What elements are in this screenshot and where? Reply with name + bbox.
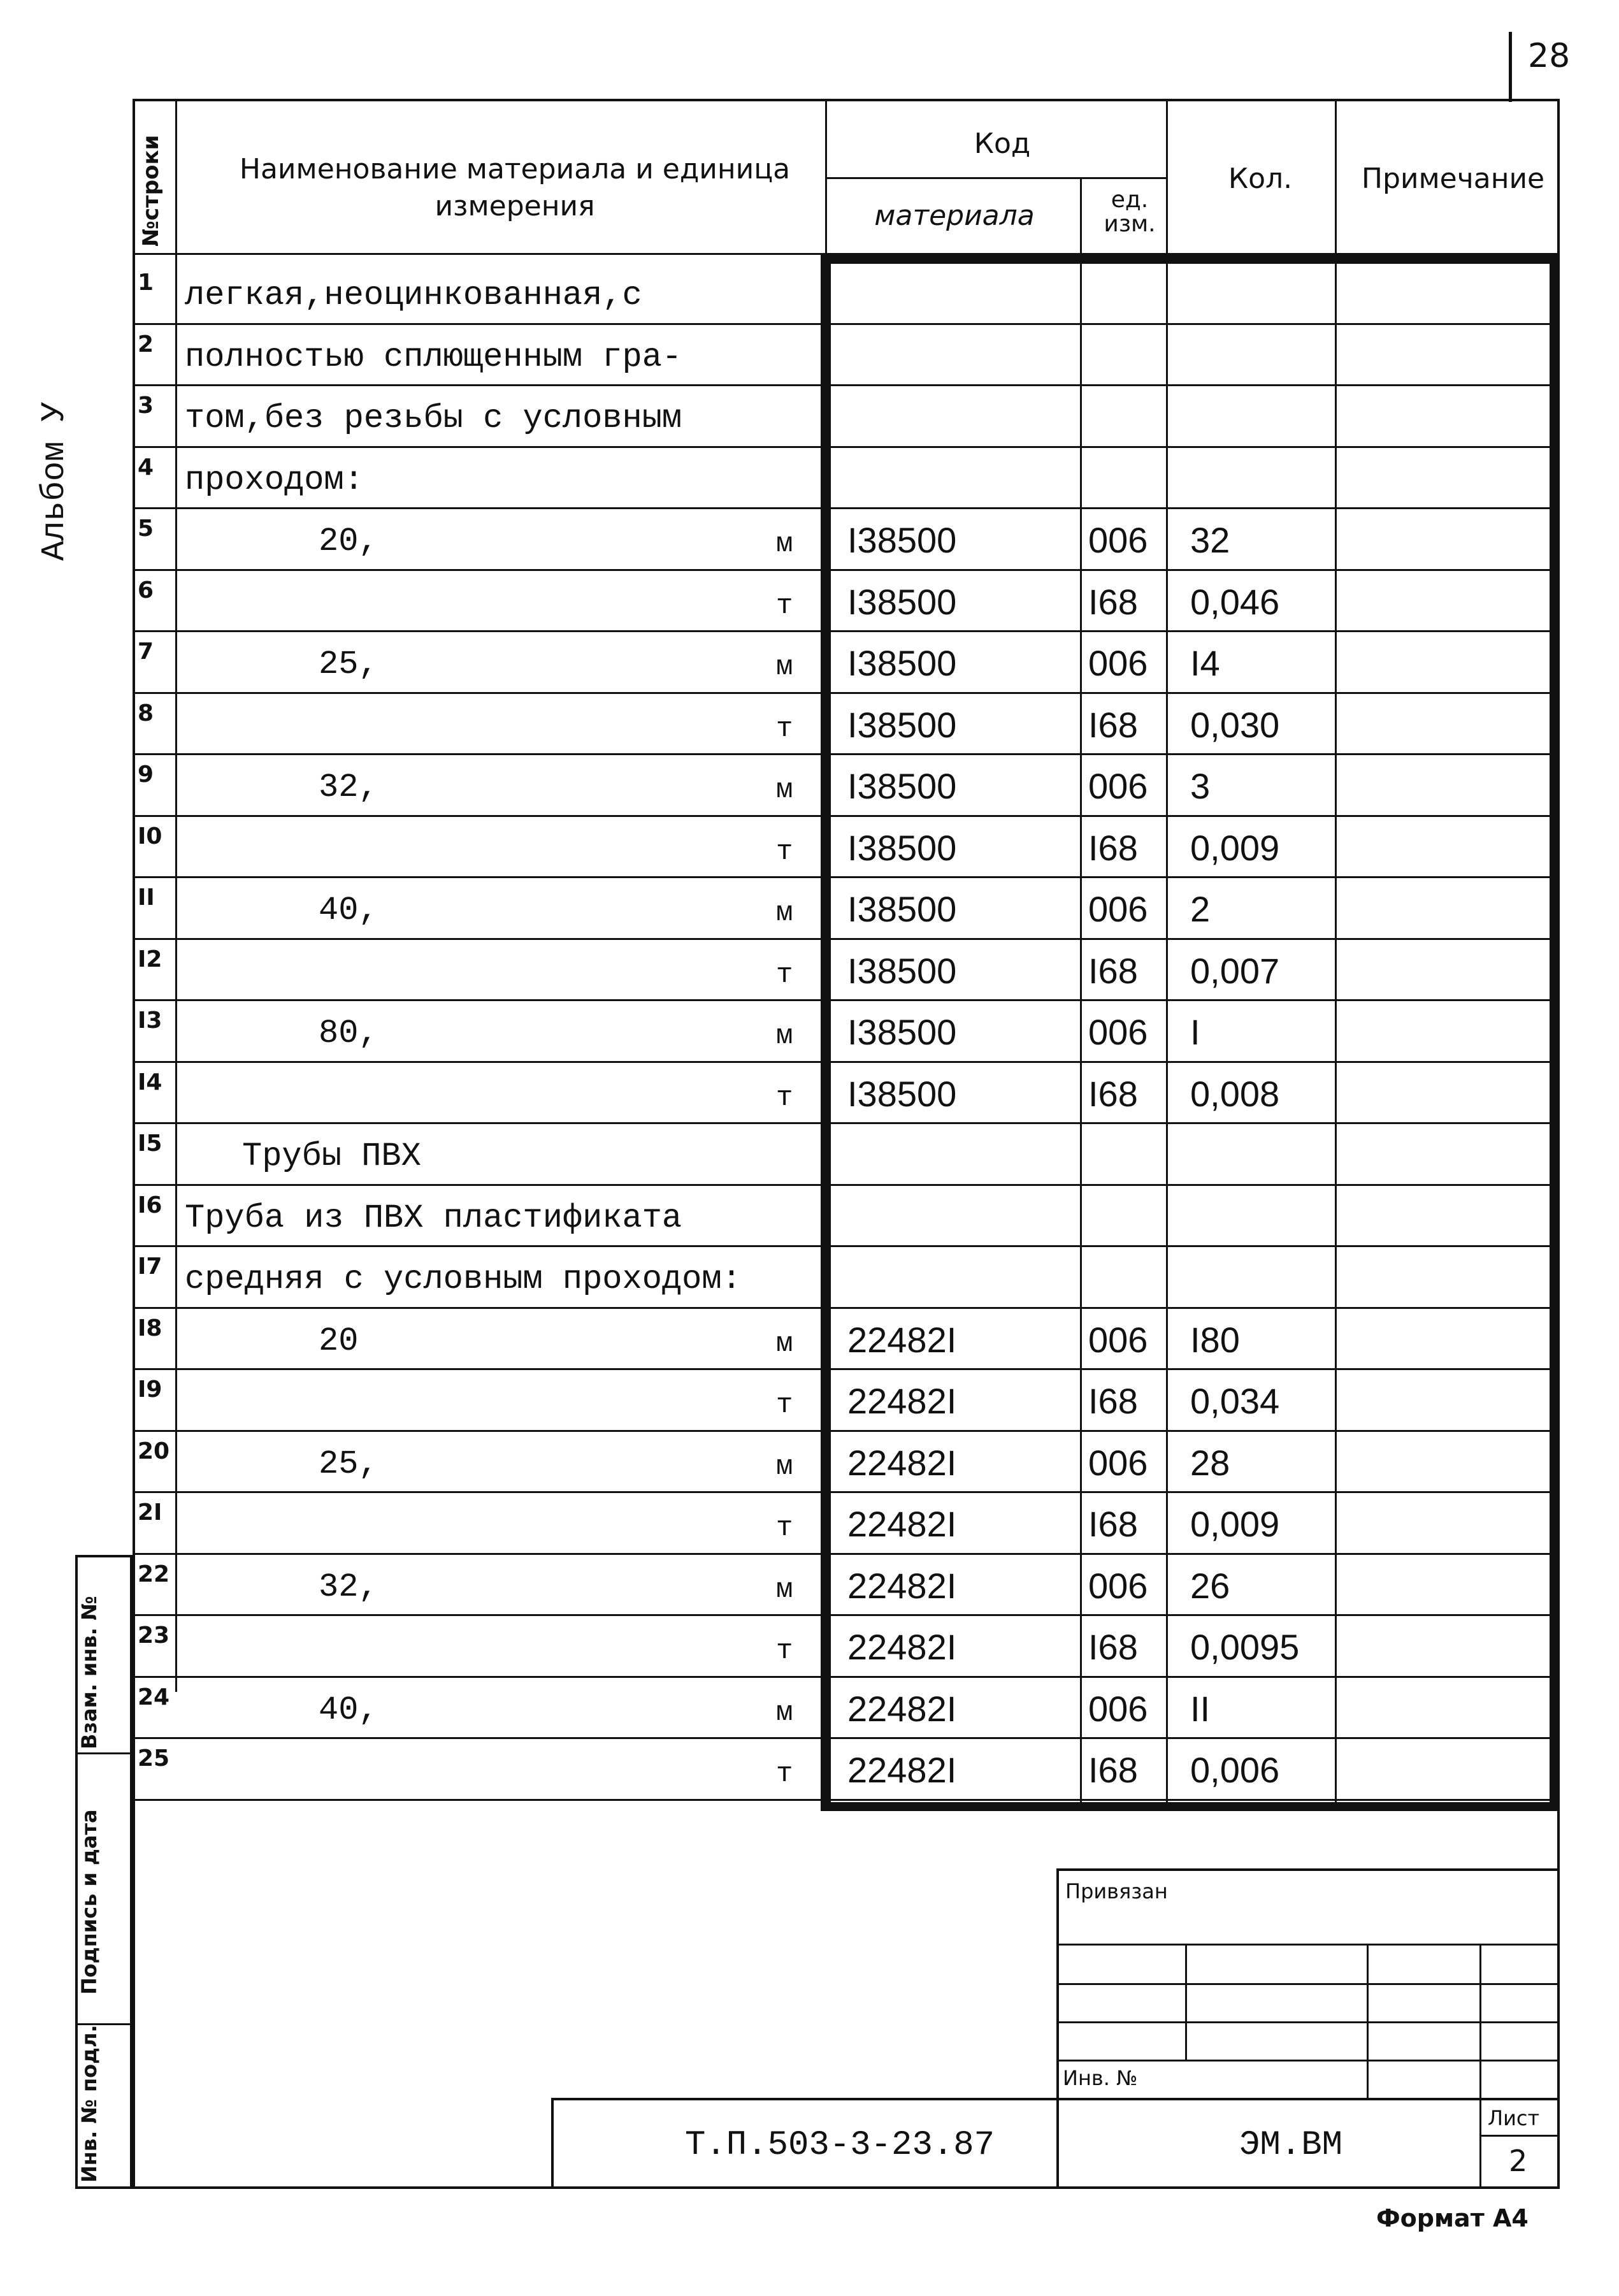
row-unit: т — [776, 1082, 793, 1114]
row-number: 20 — [138, 1438, 170, 1464]
row-number: I8 — [138, 1315, 162, 1341]
side-stamp-vzam: Взам. инв. № — [77, 1596, 101, 1749]
title-line-1 — [1056, 1944, 1560, 1946]
title-sheet-line — [1479, 2135, 1560, 2137]
table-row — [133, 755, 1560, 816]
row-unit: т — [776, 959, 793, 991]
title-doc-mark: ЭМ.ВМ — [1239, 2126, 1343, 2165]
table-row — [133, 263, 1560, 324]
row-unit-code: I68 — [1088, 1504, 1138, 1544]
row-qty: 0,009 — [1190, 828, 1280, 868]
row-name: 25, — [319, 1445, 378, 1483]
row-material-code: I38500 — [847, 520, 957, 560]
title-sheet-number: 2 — [1509, 2144, 1528, 2178]
table-row — [133, 1677, 1560, 1739]
row-unit: м — [776, 1020, 793, 1052]
row-number: 22 — [138, 1561, 170, 1587]
row-name: проходом: — [185, 461, 364, 499]
row-number: I7 — [138, 1253, 162, 1280]
row-name: 40, — [319, 1691, 378, 1729]
row-number: 6 — [138, 577, 154, 603]
row-material-code: 22482I — [847, 1320, 957, 1360]
row-name: 32, — [319, 769, 378, 806]
row-number: 7 — [138, 639, 154, 665]
row-name: Трубы ПВХ — [242, 1137, 421, 1175]
row-qty: 28 — [1190, 1443, 1230, 1483]
header-v-code — [825, 99, 827, 255]
table-row — [133, 1123, 1560, 1185]
table-row — [133, 1738, 1560, 1800]
row-number: 4 — [138, 454, 154, 480]
table-row — [133, 877, 1560, 939]
row-unit-code: I68 — [1088, 828, 1138, 868]
format-label: Формат А4 — [1376, 2204, 1529, 2232]
row-unit: м — [776, 1451, 793, 1483]
row-qty: 0,046 — [1190, 582, 1280, 622]
header-v-note — [1335, 99, 1337, 255]
row-number: 1 — [138, 270, 154, 296]
row-qty: 3 — [1190, 766, 1211, 806]
row-material-code: I38500 — [847, 828, 957, 868]
table-row — [133, 570, 1560, 632]
row-name: 20, — [319, 523, 378, 560]
row-material-code: 22482I — [847, 1443, 957, 1483]
row-unit: т — [776, 1389, 793, 1421]
table-row — [133, 1369, 1560, 1431]
header-qty: Кол. — [1228, 162, 1293, 195]
row-unit-code: 006 — [1088, 1566, 1148, 1606]
row-number: II — [138, 884, 155, 911]
row-name: 20 — [319, 1322, 359, 1360]
side-stamp-podpis: Подпись и дата — [77, 1809, 101, 1995]
row-unit-code: I68 — [1088, 951, 1138, 991]
row-number: I9 — [138, 1376, 162, 1403]
row-material-code: I38500 — [847, 643, 957, 683]
row-unit-code: 006 — [1088, 889, 1148, 929]
title-line-4 — [1056, 2060, 1560, 2061]
title-sheet-label: Лист — [1488, 2106, 1540, 2130]
table-row — [133, 693, 1560, 755]
row-unit-code: I68 — [1088, 1627, 1138, 1667]
row-qty: 26 — [1190, 1566, 1230, 1606]
page-number-divider — [1509, 32, 1512, 102]
row-name: том,без резьбы с условным — [185, 400, 682, 437]
row-qty: 0,030 — [1190, 705, 1280, 745]
row-material-code: I38500 — [847, 951, 957, 991]
header-note: Примечание — [1361, 162, 1545, 195]
title-doc-code: Т.П.503-3-23.87 — [685, 2126, 995, 2165]
row-number: I5 — [138, 1130, 162, 1157]
row-number: 25 — [138, 1745, 170, 1772]
row-number: 2 — [138, 331, 154, 357]
row-qty: 32 — [1190, 520, 1230, 560]
row-name: 25, — [319, 646, 378, 683]
row-material-code: I38500 — [847, 705, 957, 745]
header-v-ucode — [1080, 177, 1082, 255]
row-unit-code: 006 — [1088, 1320, 1148, 1360]
title-privyazan: Привязан — [1065, 1879, 1168, 1903]
row-qty: 0,034 — [1190, 1381, 1280, 1421]
row-unit-code: I68 — [1088, 1381, 1138, 1421]
table-row — [133, 324, 1560, 386]
row-unit-code: I68 — [1088, 1074, 1138, 1114]
side-stamp-inv-podl: Инв. № подл. — [77, 2025, 101, 2183]
row-material-code: I38500 — [847, 766, 957, 806]
row-material-code: 22482I — [847, 1627, 957, 1667]
row-unit: м — [776, 528, 793, 560]
row-unit: м — [776, 897, 793, 929]
table-row — [133, 632, 1560, 693]
table-row — [133, 1615, 1560, 1677]
row-number: I2 — [138, 946, 162, 972]
thick-bottom-frame — [821, 1802, 1560, 1811]
table-row — [133, 1554, 1560, 1616]
table-row — [133, 447, 1560, 509]
row-qty: 2 — [1190, 889, 1211, 929]
row-material-code: 22482I — [847, 1566, 957, 1606]
row-material-code: 22482I — [847, 1689, 957, 1729]
row-qty: 0,008 — [1190, 1074, 1280, 1114]
table-row — [133, 1185, 1560, 1247]
row-name: Труба из ПВХ пластификата — [185, 1199, 682, 1237]
title-v-1 — [1185, 1944, 1187, 2060]
row-material-code: I38500 — [847, 1074, 957, 1114]
table-row — [133, 1492, 1560, 1554]
table-row — [133, 386, 1560, 447]
row-unit-code: 006 — [1088, 1012, 1148, 1052]
table-row — [133, 1246, 1560, 1308]
row-number: I3 — [138, 1007, 162, 1034]
header-row-number: №строки — [138, 134, 164, 247]
row-number: 8 — [138, 700, 154, 726]
row-unit-code: I68 — [1088, 1750, 1138, 1790]
row-unit: м — [776, 1697, 793, 1729]
row-number: I4 — [138, 1069, 162, 1095]
row-name: 80, — [319, 1014, 378, 1052]
row-qty: 0,0095 — [1190, 1627, 1300, 1667]
row-name: 32, — [319, 1568, 378, 1606]
row-name: полностью сплющенным гра- — [185, 338, 682, 376]
header-rowno-cell — [133, 99, 177, 255]
row-unit: т — [776, 1758, 793, 1790]
row-material-code: 22482I — [847, 1504, 957, 1544]
row-unit: т — [776, 836, 793, 868]
header-unit-code: ед. изм. — [1104, 187, 1156, 237]
table-row — [133, 1431, 1560, 1493]
table-row — [133, 816, 1560, 878]
header-name: Наименование материала и единица измерения — [239, 153, 791, 222]
row-unit: т — [776, 1635, 793, 1667]
row-number: I6 — [138, 1192, 162, 1218]
header-code-split-line — [825, 177, 1166, 179]
row-material-code: I38500 — [847, 1012, 957, 1052]
row-name: 40, — [319, 892, 378, 929]
row-material-code: I38500 — [847, 889, 957, 929]
row-name: легкая,неоцинкованная,с — [185, 277, 642, 314]
row-unit: м — [776, 1574, 793, 1606]
row-qty: I80 — [1190, 1320, 1240, 1360]
row-unit: м — [776, 651, 793, 683]
table-row — [133, 1000, 1560, 1062]
title-line-2 — [1056, 1983, 1560, 1985]
page-number: 28 — [1528, 37, 1571, 75]
row-material-code: 22482I — [847, 1381, 957, 1421]
row-name: средняя с условным проходом: — [185, 1260, 742, 1298]
row-qty: I — [1190, 1012, 1200, 1052]
row-unit-code: 006 — [1088, 643, 1148, 683]
album-label: Альбом У — [36, 401, 73, 561]
row-number: 3 — [138, 393, 154, 419]
row-unit-code: I68 — [1088, 705, 1138, 745]
row-unit: т — [776, 1512, 793, 1544]
row-number: 5 — [138, 516, 154, 542]
row-number: I0 — [138, 823, 162, 849]
title-v-2 — [1367, 1944, 1369, 2100]
row-material-code: I38500 — [847, 582, 957, 622]
row-number: 2I — [138, 1499, 162, 1526]
row-number: 9 — [138, 762, 154, 788]
header-v-qty — [1166, 99, 1168, 255]
row-unit: т — [776, 713, 793, 745]
row-number: 23 — [138, 1622, 170, 1649]
row-qty: 0,009 — [1190, 1504, 1280, 1544]
title-inv-no: Инв. № — [1063, 2066, 1138, 2090]
table-row — [133, 509, 1560, 570]
row-qty: 0,006 — [1190, 1750, 1280, 1790]
row-unit-code: 006 — [1088, 520, 1148, 560]
table-row — [133, 939, 1560, 1001]
header-material-code: материала — [874, 199, 1035, 232]
row-unit: м — [776, 1328, 793, 1360]
row-unit: т — [776, 590, 793, 622]
row-unit-code: I68 — [1088, 582, 1138, 622]
row-qty: II — [1190, 1689, 1211, 1729]
row-material-code: 22482I — [847, 1750, 957, 1790]
header-code: Код — [974, 127, 1031, 160]
row-unit-code: 006 — [1088, 1443, 1148, 1483]
table-row — [133, 1308, 1560, 1370]
row-unit: м — [776, 774, 793, 806]
row-qty: 0,007 — [1190, 951, 1280, 991]
side-stamp-line-1 — [75, 1752, 133, 1754]
row-unit-code: 006 — [1088, 766, 1148, 806]
row-number: 24 — [138, 1684, 170, 1710]
row-qty: I4 — [1190, 643, 1220, 683]
title-line-3 — [1056, 2021, 1560, 2023]
row-unit-code: 006 — [1088, 1689, 1148, 1729]
table-row — [133, 1062, 1560, 1124]
